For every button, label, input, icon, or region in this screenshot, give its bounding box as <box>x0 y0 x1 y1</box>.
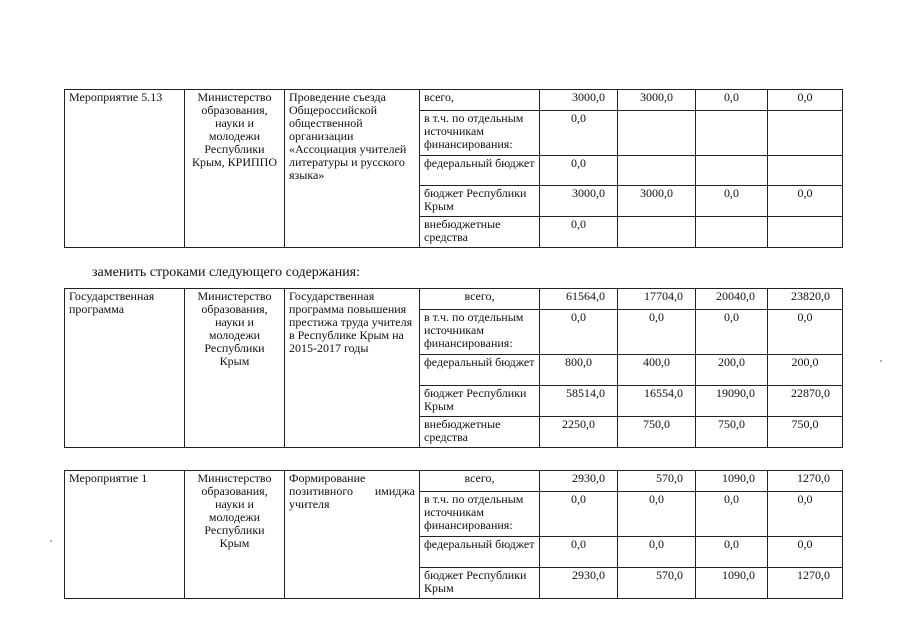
year-3-cell: 23820,0 <box>768 289 843 310</box>
event-cell: Мероприятие 1 <box>65 471 185 599</box>
year-2-cell: 0,0 <box>696 186 768 217</box>
source-cell: федеральный бюджет <box>420 355 540 386</box>
source-cell: внебюджетные средства <box>420 417 540 448</box>
total-cell: 2930,0 <box>540 568 618 599</box>
year-3-cell <box>768 217 843 248</box>
source-cell: в т.ч. по отдельным источникам финансирования: <box>420 111 540 156</box>
year-1-cell: 0,0 <box>618 537 696 568</box>
year-3-cell: 1270,0 <box>768 568 843 599</box>
event-name-cell: Государственная программа повышения престижа труда учителя в Республике Крым на 2015-2017 годы <box>285 289 420 448</box>
year-2-cell: 19090,0 <box>696 386 768 417</box>
total-cell: 0,0 <box>540 217 618 248</box>
year-1-cell <box>618 111 696 156</box>
year-3-cell: 0,0 <box>768 492 843 537</box>
total-cell: 2930,0 <box>540 471 618 492</box>
year-3-cell: 200,0 <box>768 355 843 386</box>
year-2-cell: 20040,0 <box>696 289 768 310</box>
source-cell: всего, <box>420 90 540 111</box>
year-2-cell: 0,0 <box>696 310 768 355</box>
year-3-cell: 0,0 <box>768 310 843 355</box>
year-2-cell: 1090,0 <box>696 568 768 599</box>
scan-speck <box>880 360 882 362</box>
year-2-cell <box>696 111 768 156</box>
source-cell: федеральный бюджет <box>420 537 540 568</box>
year-3-cell: 0,0 <box>768 90 843 111</box>
year-1-cell: 16554,0 <box>618 386 696 417</box>
year-1-cell: 3000,0 <box>618 186 696 217</box>
year-2-cell: 0,0 <box>696 90 768 111</box>
source-cell: всего, <box>420 289 540 310</box>
event-name-cell: Формирование позитивного имиджа учителя <box>285 471 420 599</box>
year-1-cell: 570,0 <box>618 568 696 599</box>
year-1-cell: 17704,0 <box>618 289 696 310</box>
total-cell: 800,0 <box>540 355 618 386</box>
total-cell: 61564,0 <box>540 289 618 310</box>
funding-table-event-5-13 <box>64 89 843 248</box>
executor-cell: Министерство образования, науки и молодежи Республики Крым, КРИППО <box>185 90 285 248</box>
year-1-cell: 3000,0 <box>618 90 696 111</box>
year-2-cell: 0,0 <box>696 492 768 537</box>
source-cell: всего, <box>420 471 540 492</box>
total-cell: 0,0 <box>540 537 618 568</box>
total-cell: 3000,0 <box>540 186 618 217</box>
year-2-cell: 750,0 <box>696 417 768 448</box>
total-cell: 3000,0 <box>540 90 618 111</box>
total-cell: 0,0 <box>540 156 618 186</box>
year-2-cell: 0,0 <box>696 537 768 568</box>
replace-instruction-text: заменить строками следующего содержания: <box>92 265 361 280</box>
executor-cell: Министерство образования, науки и молодежи Республики Крым <box>185 471 285 599</box>
year-1-cell: 0,0 <box>618 492 696 537</box>
event-cell: Мероприятие 5.13 <box>65 90 185 248</box>
source-cell: бюджет Республики Крым <box>420 386 540 417</box>
year-3-cell: 0,0 <box>768 537 843 568</box>
source-cell: в т.ч. по отдельным источникам финансирования: <box>420 310 540 355</box>
total-cell: 0,0 <box>540 111 618 156</box>
year-1-cell <box>618 156 696 186</box>
year-3-cell: 0,0 <box>768 186 843 217</box>
source-cell: бюджет Республики Крым <box>420 568 540 599</box>
year-2-cell <box>696 217 768 248</box>
scan-speck <box>50 540 52 542</box>
year-1-cell: 570,0 <box>618 471 696 492</box>
funding-table-state-program <box>64 288 843 448</box>
year-3-cell: 22870,0 <box>768 386 843 417</box>
year-1-cell: 400,0 <box>618 355 696 386</box>
source-cell: внебюджетные средства <box>420 217 540 248</box>
year-1-cell: 0,0 <box>618 310 696 355</box>
total-cell: 2250,0 <box>540 417 618 448</box>
year-2-cell: 1090,0 <box>696 471 768 492</box>
year-2-cell <box>696 156 768 186</box>
total-cell: 0,0 <box>540 492 618 537</box>
source-cell: в т.ч. по отдельным источникам финансирования: <box>420 492 540 537</box>
event-cell: Государственная программа <box>65 289 185 448</box>
executor-cell: Министерство образования, науки и молодежи Республики Крым <box>185 289 285 448</box>
year-3-cell <box>768 111 843 156</box>
year-3-cell: 1270,0 <box>768 471 843 492</box>
event-name-cell: Проведение съезда Общероссийской общественной организации «Ассоциация учителей литературы и русского языка» <box>285 90 420 248</box>
total-cell: 58514,0 <box>540 386 618 417</box>
year-1-cell: 750,0 <box>618 417 696 448</box>
year-1-cell <box>618 217 696 248</box>
source-cell: бюджет Республики Крым <box>420 186 540 217</box>
year-2-cell: 200,0 <box>696 355 768 386</box>
year-3-cell: 750,0 <box>768 417 843 448</box>
year-3-cell <box>768 156 843 186</box>
total-cell: 0,0 <box>540 310 618 355</box>
funding-table-event-1 <box>64 470 843 599</box>
source-cell: федеральный бюджет <box>420 156 540 186</box>
